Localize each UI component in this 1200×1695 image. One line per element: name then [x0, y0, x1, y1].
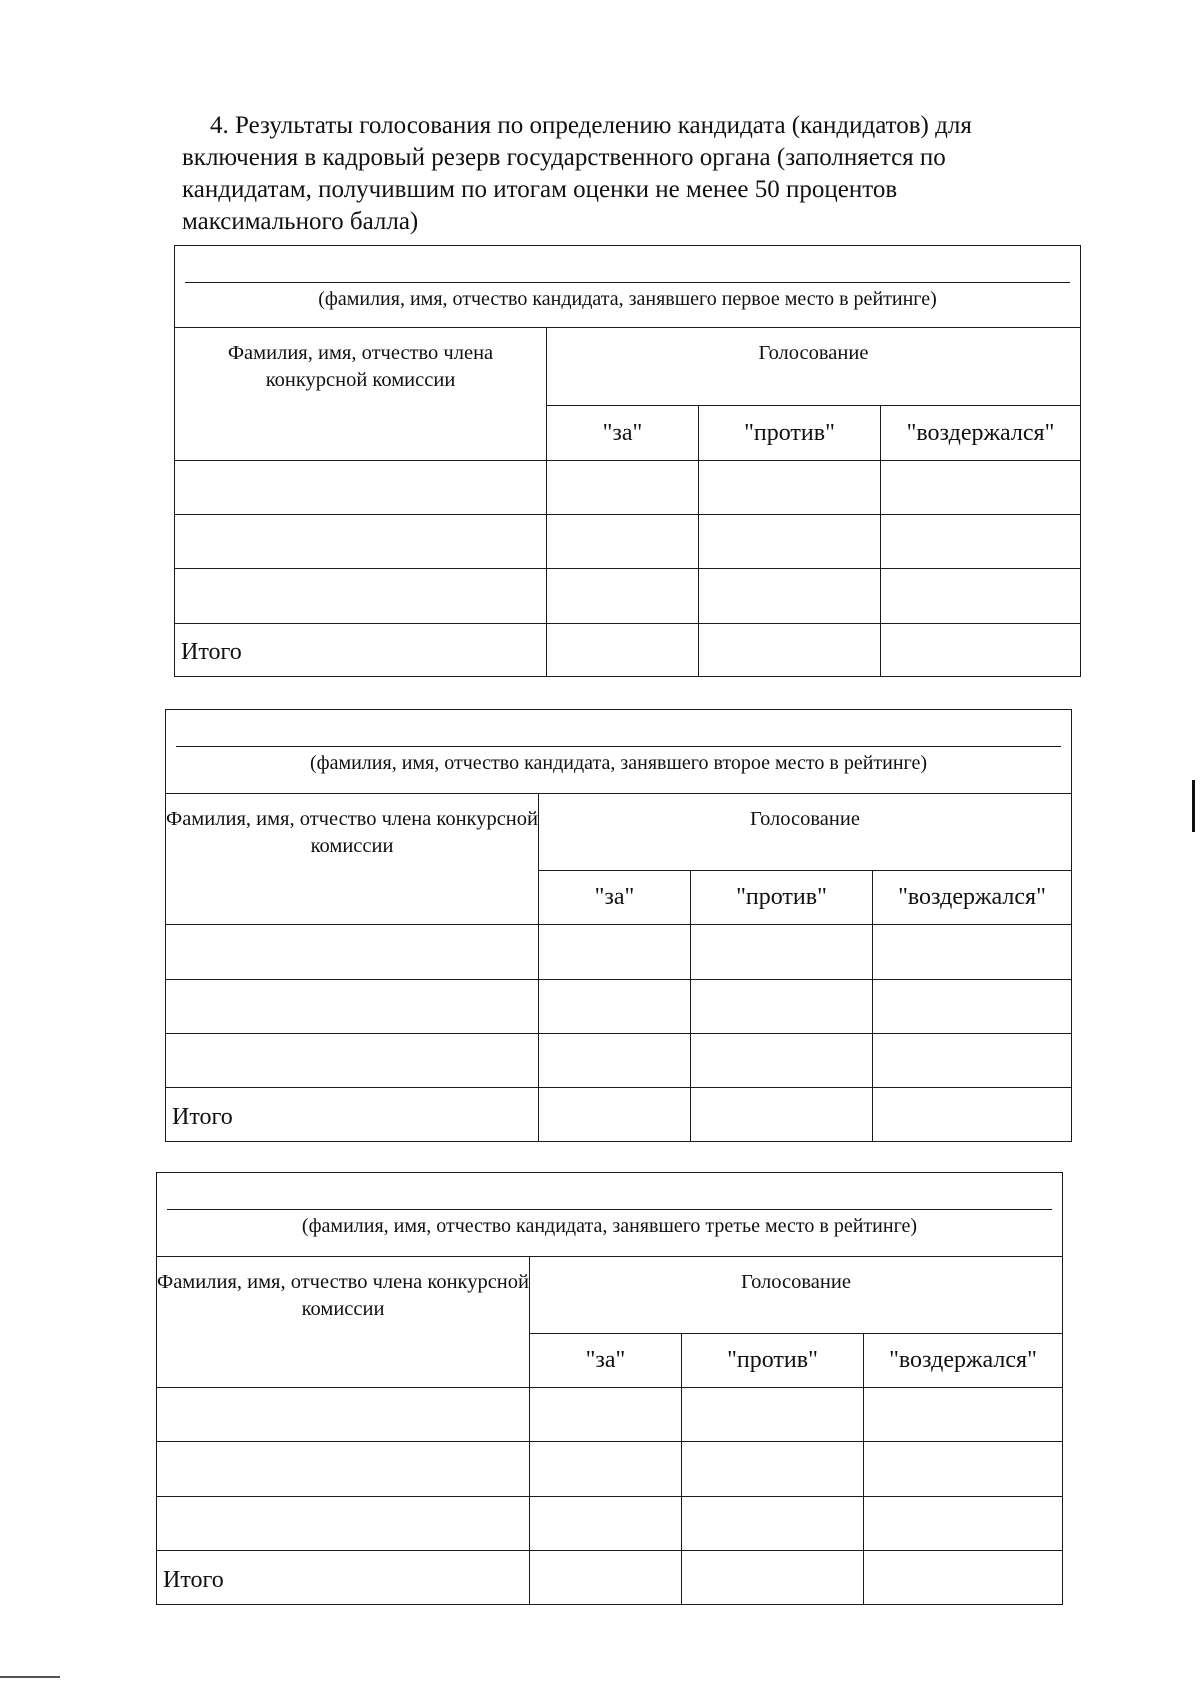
intro-line: включения в кадровый резерв государственного органа (заполняется по [182, 144, 946, 171]
vote-against-cell[interactable] [682, 1442, 864, 1497]
scan-artifact-mark [0, 1676, 60, 1688]
vote-abstain-cell[interactable] [881, 515, 1081, 569]
candidate-caption: (фамилия, имя, отчество кандидата, занявшего третье место в рейтинге) [301, 1215, 918, 1237]
total-for-cell[interactable] [547, 624, 699, 677]
vote-against-cell[interactable] [691, 980, 873, 1034]
member-name-cell[interactable] [175, 515, 547, 569]
table-row [175, 515, 1081, 569]
candidate-name-line [185, 282, 1070, 283]
vote-abstain-header: "воздержался" [881, 406, 1081, 461]
vote-against-cell[interactable] [691, 925, 873, 980]
vote-for-cell[interactable] [530, 1497, 682, 1551]
member-name-header: Фамилия, имя, отчество члена конкурсной комиссии [157, 1257, 530, 1388]
vote-for-cell[interactable] [547, 515, 699, 569]
table-row [175, 569, 1081, 624]
vote-abstain-cell[interactable] [881, 569, 1081, 624]
total-row [157, 1551, 1063, 1605]
member-name-cell[interactable] [166, 925, 539, 980]
total-label: Итого [166, 1088, 539, 1142]
candidate-name-line [176, 746, 1061, 747]
total-for-cell[interactable] [539, 1088, 691, 1142]
voting-table-third-place [156, 1172, 1063, 1605]
vote-against-cell[interactable] [682, 1497, 864, 1551]
vote-for-header: "за" [530, 1334, 682, 1388]
scan-artifact-bar [1192, 780, 1195, 832]
member-name-cell[interactable] [166, 980, 539, 1034]
total-against-cell[interactable] [691, 1088, 873, 1142]
vote-against-header: "против" [682, 1334, 864, 1388]
vote-abstain-cell[interactable] [881, 461, 1081, 515]
vote-abstain-cell[interactable] [873, 925, 1072, 980]
vote-for-cell[interactable] [539, 925, 691, 980]
total-row [166, 1088, 1072, 1142]
table-row [166, 925, 1072, 980]
member-name-header: Фамилия, имя, отчество члена конкурсной комиссии [166, 794, 539, 925]
vote-against-cell[interactable] [691, 1034, 873, 1088]
table-row [166, 980, 1072, 1034]
vote-against-cell[interactable] [699, 461, 881, 515]
total-abstain-cell[interactable] [873, 1088, 1072, 1142]
candidate-caption: (фамилия, имя, отчество кандидата, занявшего второе место в рейтинге) [309, 752, 928, 774]
vote-abstain-cell[interactable] [873, 980, 1072, 1034]
table-row [157, 1388, 1063, 1442]
total-label: Итого [157, 1551, 530, 1605]
vote-abstain-cell[interactable] [864, 1442, 1063, 1497]
intro-line: кандидатам, получившим по итогам оценки не менее 50 процентов [182, 176, 898, 203]
voting-header: Голосование [539, 794, 1072, 871]
vote-against-cell[interactable] [699, 515, 881, 569]
vote-for-cell[interactable] [530, 1388, 682, 1442]
candidate-name-line [167, 1209, 1052, 1210]
voting-table-first-place [174, 245, 1081, 677]
member-name-header: Фамилия, имя, отчество члена конкурсной комиссии [175, 328, 547, 461]
vote-against-cell[interactable] [699, 569, 881, 624]
candidate-name-cell[interactable] [157, 1173, 1063, 1257]
member-name-cell[interactable] [157, 1497, 530, 1551]
vote-abstain-cell[interactable] [864, 1388, 1063, 1442]
member-name-cell[interactable] [157, 1442, 530, 1497]
voting-table-second-place [165, 709, 1072, 1142]
member-name-cell[interactable] [157, 1388, 530, 1442]
vote-against-header: "против" [691, 871, 873, 925]
vote-for-cell[interactable] [547, 569, 699, 624]
total-against-cell[interactable] [682, 1551, 864, 1605]
table-row [157, 1497, 1063, 1551]
vote-for-cell[interactable] [547, 461, 699, 515]
vote-for-cell[interactable] [530, 1442, 682, 1497]
total-against-cell[interactable] [699, 624, 881, 677]
vote-against-cell[interactable] [682, 1388, 864, 1442]
vote-abstain-header: "воздержался" [873, 871, 1072, 925]
table-row [175, 461, 1081, 515]
intro-line: 4. Результаты голосования по определению кандидата (кандидатов) для [210, 112, 972, 139]
vote-abstain-cell[interactable] [864, 1497, 1063, 1551]
vote-against-header: "против" [699, 406, 881, 461]
vote-for-header: "за" [547, 406, 699, 461]
vote-abstain-header: "воздержался" [864, 1334, 1063, 1388]
total-row [175, 624, 1081, 677]
total-abstain-cell[interactable] [864, 1551, 1063, 1605]
section-4-intro [182, 110, 1120, 238]
candidate-caption: (фамилия, имя, отчество кандидата, занявшего первое место в рейтинге) [318, 288, 937, 310]
intro-line: максимального балла) [182, 208, 419, 235]
member-name-cell[interactable] [175, 569, 547, 624]
vote-for-cell[interactable] [539, 1034, 691, 1088]
total-for-cell[interactable] [530, 1551, 682, 1605]
vote-for-header: "за" [539, 871, 691, 925]
table-row [157, 1442, 1063, 1497]
candidate-name-cell[interactable] [166, 710, 1072, 794]
voting-header: Голосование [547, 328, 1081, 406]
total-label: Итого [175, 624, 547, 677]
voting-header: Голосование [530, 1257, 1063, 1334]
vote-for-cell[interactable] [539, 980, 691, 1034]
vote-abstain-cell[interactable] [873, 1034, 1072, 1088]
member-name-cell[interactable] [166, 1034, 539, 1088]
total-abstain-cell[interactable] [881, 624, 1081, 677]
candidate-name-cell[interactable] [175, 246, 1081, 328]
table-row [166, 1034, 1072, 1088]
member-name-cell[interactable] [175, 461, 547, 515]
